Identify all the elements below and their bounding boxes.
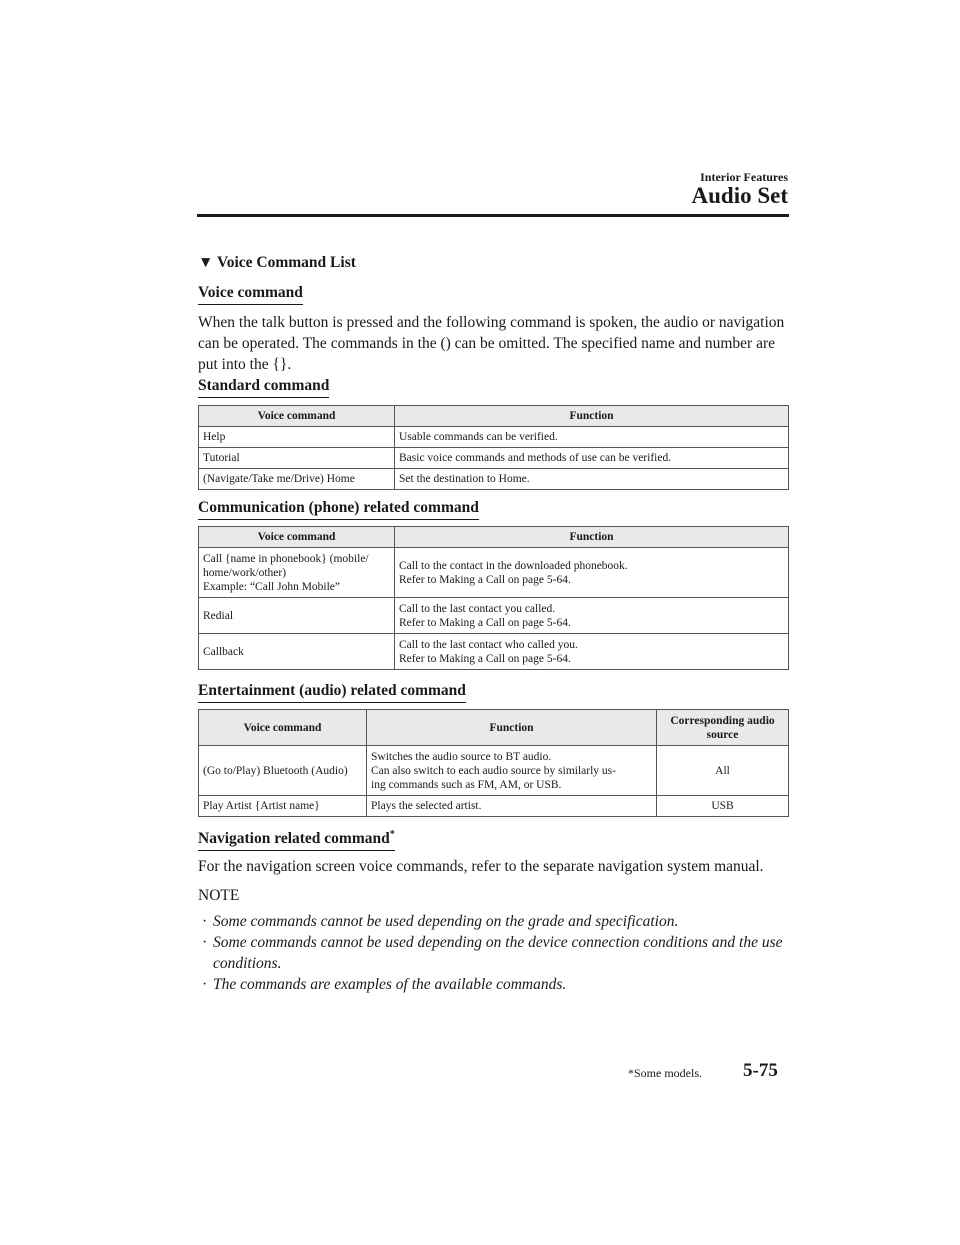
function-cell: Usable commands can be verified. <box>395 427 789 448</box>
table-row <box>199 796 789 817</box>
main-heading-text: Voice Command List <box>216 254 356 271</box>
table-row <box>199 469 789 490</box>
function-cell: Call to the last contact who called you. Refer to Making a Call on page 5-64. <box>395 634 789 670</box>
communication-command-heading: Communication (phone) related command <box>198 499 479 518</box>
voice-command-heading: Voice command <box>198 284 303 303</box>
command-cell: Play Artist {Artist name} <box>199 796 367 817</box>
bullet-icon: · <box>202 976 208 993</box>
table-row <box>199 634 789 670</box>
function-cell: Switches the audio source to BT audio. Can also switch to each audio source by similarly us- ing commands such as FM, AM, or USB. <box>367 746 657 796</box>
column-header: Voice command <box>199 527 395 548</box>
column-header: Corresponding audio source <box>657 710 789 746</box>
list-item: · The commands are examples of the available commands. <box>202 976 567 993</box>
main-heading <box>198 254 356 272</box>
function-cell: Basic voice commands and methods of use can be verified. <box>395 448 789 469</box>
table-header-row <box>199 527 789 548</box>
header-divider <box>197 214 789 217</box>
command-cell: Help <box>199 427 395 448</box>
triangle-marker-icon: ▼ <box>198 254 214 271</box>
function-cell: Call to the contact in the downloaded phonebook. Refer to Making a Call on page 5-64. <box>395 548 789 598</box>
column-header: Function <box>395 527 789 548</box>
source-cell: USB <box>657 796 789 817</box>
table-header-row <box>199 710 789 746</box>
table-row <box>199 598 789 634</box>
command-cell: (Go to/Play) Bluetooth (Audio) <box>199 746 367 796</box>
function-cell: Call to the last contact you called. Refer to Making a Call on page 5-64. <box>395 598 789 634</box>
command-cell: Callback <box>199 634 395 670</box>
note-label: NOTE <box>198 887 240 904</box>
page-number: 5-75 <box>743 1060 778 1081</box>
table-row <box>199 746 789 796</box>
navigation-command-heading: Navigation related command* <box>198 829 395 849</box>
source-cell: All <box>657 746 789 796</box>
voice-command-paragraph: When the talk button is pressed and the following command is spoken, the audio or navigation can be operated. The commands in the () can be omitted. The specified name and number are put into the {}. <box>198 314 785 373</box>
entertainment-command-heading: Entertainment (audio) related command <box>198 682 466 701</box>
column-header: Function <box>395 406 789 427</box>
table-header-row <box>199 406 789 427</box>
command-cell: (Navigate/Take me/Drive) Home <box>199 469 395 490</box>
column-header: Function <box>367 710 657 746</box>
footnote: *Some models. <box>628 1066 702 1080</box>
command-cell: Redial <box>199 598 395 634</box>
section-title: Interior Features <box>700 170 788 184</box>
bullet-icon: · <box>202 934 208 951</box>
function-cell: Set the destination to Home. <box>395 469 789 490</box>
some-models-asterisk: * <box>389 829 395 840</box>
command-cell: Call {name in phonebook} (mobile/ home/work/other) Example: “Call John Mobile” <box>199 548 395 598</box>
list-item: · Some commands cannot be used depending on the device connection conditions and the use conditions. <box>202 934 783 972</box>
list-item: · Some commands cannot be used depending on the grade and specification. <box>202 913 679 930</box>
table-row <box>199 448 789 469</box>
column-header: Voice command <box>199 406 395 427</box>
navigation-paragraph: For the navigation screen voice commands, refer to the separate navigation system manual. <box>198 858 764 875</box>
column-header: Voice command <box>199 710 367 746</box>
command-cell: Tutorial <box>199 448 395 469</box>
table-row <box>199 427 789 448</box>
note-list <box>198 911 790 995</box>
page-title: Audio Set <box>691 183 788 208</box>
bullet-icon: · <box>202 913 208 930</box>
table-row <box>199 548 789 598</box>
communication-command-table <box>198 526 789 670</box>
entertainment-command-table <box>198 709 789 817</box>
function-cell: Plays the selected artist. <box>367 796 657 817</box>
standard-command-heading: Standard command <box>198 377 329 396</box>
standard-command-table <box>198 405 789 490</box>
